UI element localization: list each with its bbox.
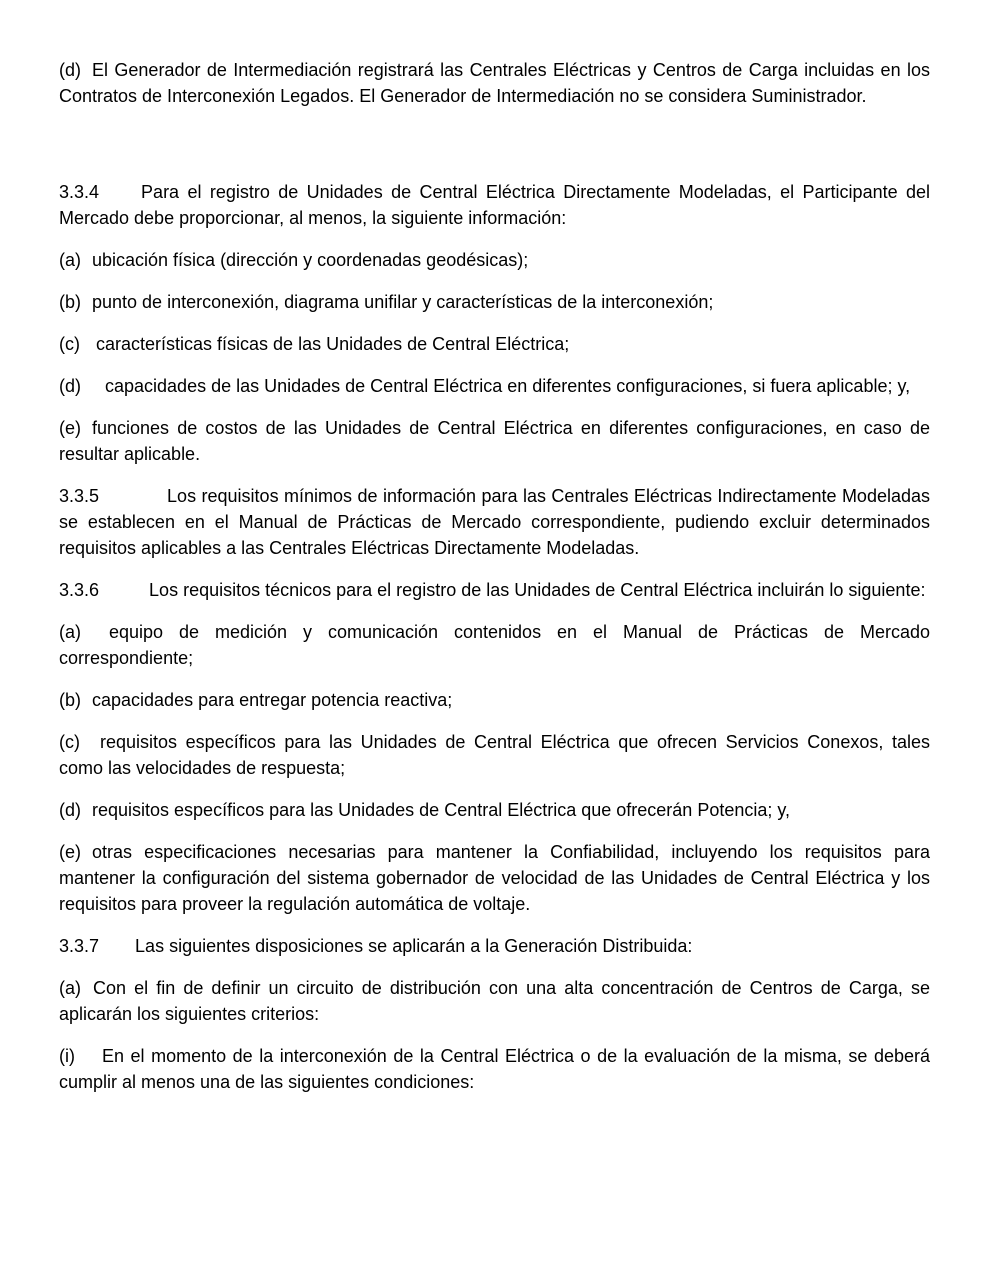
paragraph-text: En el momento de la interconexión de la Central Eléctrica o de la evaluación de la misma, se deberá cumplir al menos una de las siguientes condiciones:: [59, 1046, 930, 1092]
list-item-b: [59, 687, 930, 713]
item-label: (c): [59, 334, 80, 354]
list-item-d: [59, 797, 930, 823]
list-item-a: [59, 975, 930, 1027]
item-label: (a): [59, 250, 81, 270]
section-number: 3.3.7: [59, 936, 100, 956]
item-label: (e): [59, 418, 81, 438]
paragraph-d-intermediacion: [59, 57, 930, 109]
paragraph-text: equipo de medición y comunicación contenidos en el Manual de Prácticas de Mercado correspondiente;: [59, 622, 930, 668]
document-page: [59, 57, 930, 1095]
item-label: (d): [59, 376, 81, 396]
list-item-d: [59, 373, 930, 399]
section-3-3-6: [59, 577, 930, 603]
paragraph-text: requisitos específicos para las Unidades de Central Eléctrica que ofrecerán Potencia; y,: [92, 800, 791, 820]
paragraph-text: punto de interconexión, diagrama unifilar y características de la interconexión;: [92, 292, 714, 312]
list-item-e: [59, 415, 930, 467]
paragraph-text: Para el registro de Unidades de Central Eléctrica Directamente Modeladas, el Participante del Mercado debe proporcionar, al menos, la siguiente información:: [59, 182, 930, 228]
list-item-e: [59, 839, 930, 917]
list-item-c: [59, 331, 930, 357]
list-item-b: [59, 289, 930, 315]
section-number: 3.3.5: [59, 486, 100, 506]
item-label: (a): [59, 978, 81, 998]
paragraph-text: Los requisitos mínimos de información para las Centrales Eléctricas Indirectamente Modeladas se establecen en el Manual de Prácticas de Mercado correspondiente, pudiendo excluir determinados requisitos aplicables a las Centrales Eléctricas Directamente Modeladas.: [59, 486, 930, 558]
section-3-3-4: [59, 179, 930, 231]
item-label: (a): [59, 622, 81, 642]
item-label: (e): [59, 842, 81, 862]
list-item-c: [59, 729, 930, 781]
section-number: 3.3.4: [59, 182, 100, 202]
item-label: (i): [59, 1046, 75, 1066]
paragraph-text: ubicación física (dirección y coordenadas geodésicas);: [92, 250, 529, 270]
list-item-a: [59, 619, 930, 671]
paragraph-text: Los requisitos técnicos para el registro de las Unidades de Central Eléctrica incluirán lo siguiente:: [149, 580, 926, 600]
paragraph-text: características físicas de las Unidades de Central Eléctrica;: [96, 334, 570, 354]
paragraph-text: capacidades de las Unidades de Central Eléctrica en diferentes configuraciones, si fuera aplicable; y,: [105, 376, 911, 396]
item-label: (c): [59, 732, 80, 752]
section-3-3-7: [59, 933, 930, 959]
item-label: (d): [59, 800, 81, 820]
paragraph-text: Las siguientes disposiciones se aplicarán a la Generación Distribuida:: [135, 936, 693, 956]
list-item-i: [59, 1043, 930, 1095]
item-label: (b): [59, 292, 81, 312]
paragraph-text: otras especificaciones necesarias para mantener la Confiabilidad, incluyendo los requisitos para mantener la configuración del sistema gobernador de velocidad de las Unidades de Central Eléctrica y los requisitos para proveer la regulación automática de voltaje.: [59, 842, 930, 914]
paragraph-text: capacidades para entregar potencia reactiva;: [92, 690, 453, 710]
paragraph-text: El Generador de Intermediación registrará las Centrales Eléctricas y Centros de Carga incluidas en los Contratos de Interconexión Legados. El Generador de Intermediación no se considera Suministrador.: [59, 60, 930, 106]
paragraph-text: requisitos específicos para las Unidades de Central Eléctrica que ofrecen Servicios Conexos, tales como las velocidades de respuesta;: [59, 732, 930, 778]
list-item-a: [59, 247, 930, 273]
section-3-3-5: [59, 483, 930, 561]
item-label: (b): [59, 690, 81, 710]
item-label: (d): [59, 60, 81, 80]
section-number: 3.3.6: [59, 580, 100, 600]
paragraph-text: funciones de costos de las Unidades de Central Eléctrica en diferentes configuraciones, en caso de resultar aplicable.: [59, 418, 930, 464]
paragraph-text: Con el fin de definir un circuito de distribución con una alta concentración de Centros de Carga, se aplicarán los siguientes criterios:: [59, 978, 930, 1024]
